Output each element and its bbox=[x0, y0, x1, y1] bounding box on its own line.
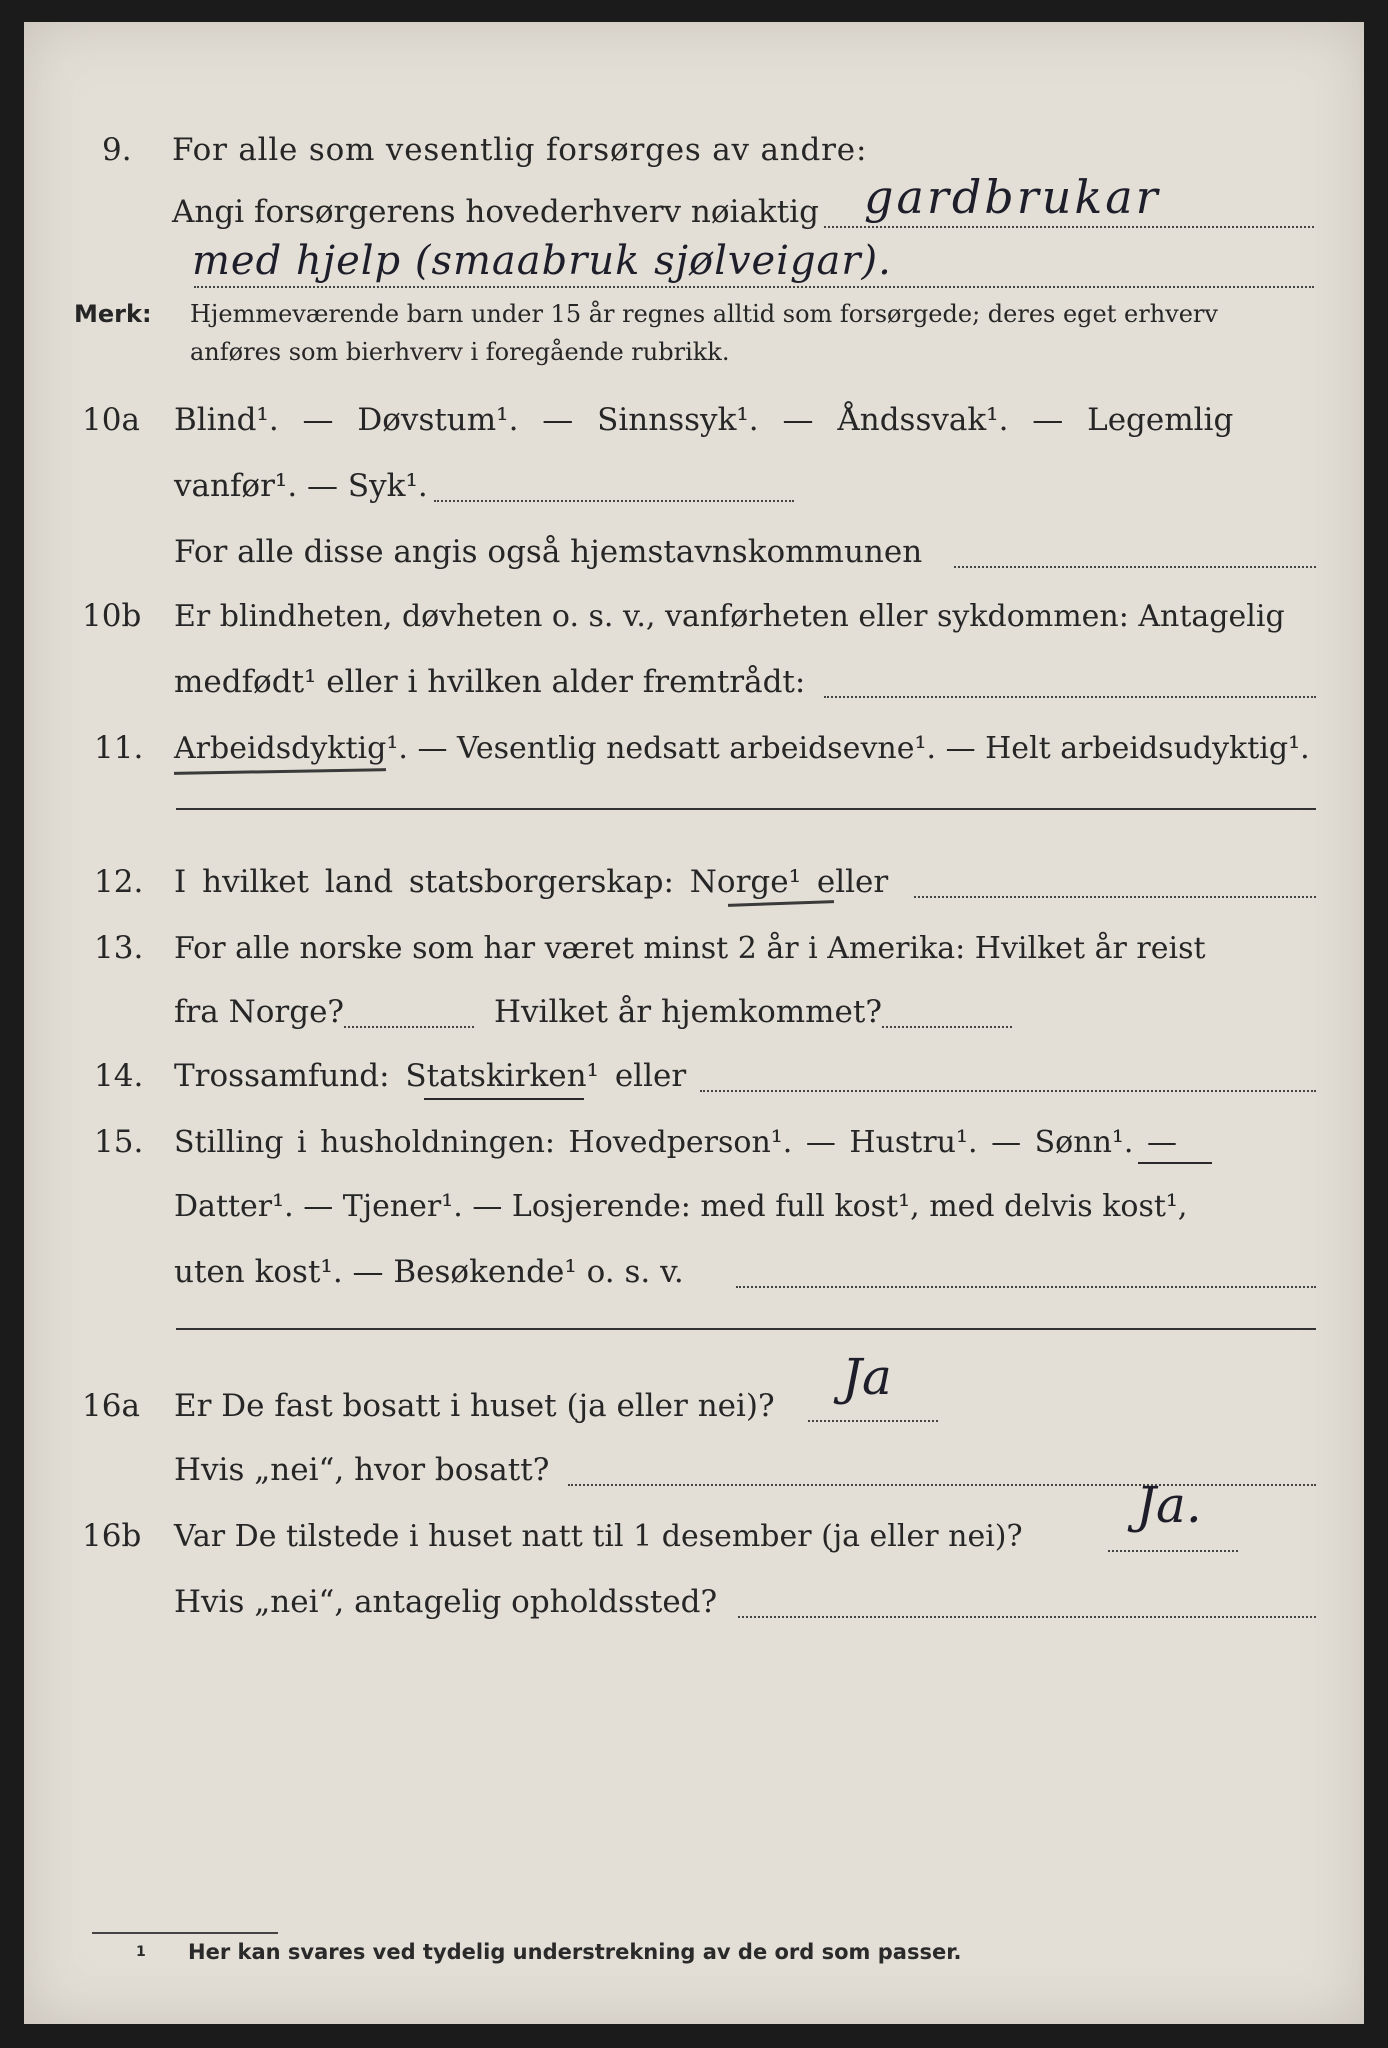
q16a-number: 16a bbox=[82, 1388, 140, 1424]
q16a-line1 bbox=[24, 1378, 1364, 1438]
q15-text-1: Stilling i husholdningen: Hovedperson¹. — Hustru¹. — Sønn¹. — bbox=[174, 1125, 1177, 1160]
q15-number: 15. bbox=[94, 1124, 144, 1160]
q9-answer-line-2 bbox=[194, 286, 1314, 288]
footnote-mark: 1 bbox=[136, 1944, 146, 1960]
q16a-answer-line bbox=[808, 1420, 938, 1422]
merk-label: Merk: bbox=[74, 300, 152, 328]
q13-text-1: For alle norske som har været minst 2 år i Amerika: Hvilket år reist bbox=[174, 931, 1206, 966]
q10b-line1 bbox=[24, 588, 1364, 648]
footnote-separator bbox=[92, 1932, 278, 1934]
q16a-residence-answer-line bbox=[568, 1484, 1316, 1486]
q15-line2 bbox=[24, 1178, 1364, 1238]
q10a-text-2: vanfør¹. — Syk¹. bbox=[174, 468, 428, 504]
q9-number: 9. bbox=[102, 132, 132, 168]
q16a-text-1: Er De fast bosatt i huset (ja eller nei)? bbox=[174, 1388, 775, 1424]
q9-text-1: For alle som vesentlig forsørges av andre: bbox=[172, 132, 868, 168]
q9-handwritten-answer-2: med hjelp (smaabruk sjølveigar). bbox=[192, 238, 892, 284]
q9-answer-line-1 bbox=[824, 226, 1314, 228]
q13-return-answer-line bbox=[882, 1026, 1012, 1028]
q10a-line2 bbox=[24, 458, 1364, 518]
census-form-page bbox=[24, 22, 1364, 2024]
q15-line1 bbox=[24, 1114, 1364, 1174]
q10b-line2 bbox=[24, 654, 1364, 714]
q9-line1 bbox=[24, 122, 1364, 182]
q13-number: 13. bbox=[94, 930, 144, 966]
merk-line2 bbox=[24, 330, 1364, 374]
q11-text-1: Arbeidsdyktig¹. — Vesentlig nedsatt arbeidsevne¹. — Helt arbeidsudyktig¹. bbox=[174, 731, 1310, 766]
q13-text-2b: Hvilket år hjemkommet? bbox=[494, 994, 882, 1030]
q16b-text-1: Var De tilstede i huset natt til 1 desember (ja eller nei)? bbox=[174, 1519, 1023, 1554]
q10b-number: 10b bbox=[82, 598, 142, 634]
q15-answer-line bbox=[736, 1286, 1316, 1288]
q11-answer-line bbox=[176, 808, 1316, 810]
q10a-text-3: For alle disse angis også hjemstavnskommunen bbox=[174, 534, 923, 570]
q11-number: 11. bbox=[94, 730, 144, 766]
q16b-line2 bbox=[24, 1574, 1364, 1634]
q10a-municipality-answer-line bbox=[954, 566, 1316, 568]
q10a-line3 bbox=[24, 524, 1364, 584]
q16b-number: 16b bbox=[82, 1518, 142, 1554]
q10a-sick-answer-line bbox=[434, 500, 794, 502]
q13-line2 bbox=[24, 984, 1364, 1044]
q14-answer-line bbox=[700, 1090, 1316, 1092]
q10b-text-1: Er blindheten, døvheten o. s. v., vanførheten eller sykdommen: Antagelig bbox=[174, 599, 1285, 634]
q16b-answer-line bbox=[1108, 1550, 1238, 1552]
q12-answer-line bbox=[914, 896, 1316, 898]
q16a-text-2: Hvis „nei“, hvor bosatt? bbox=[174, 1452, 550, 1488]
q9-line2 bbox=[24, 184, 1364, 244]
q10b-text-2: medfødt¹ eller i hvilken alder fremtrådt: bbox=[174, 664, 806, 700]
q12-line1 bbox=[24, 854, 1364, 914]
q10b-answer-line bbox=[824, 696, 1316, 698]
q16b-whereabouts-answer-line bbox=[738, 1616, 1316, 1618]
q15-line3 bbox=[24, 1244, 1364, 1304]
q15-text-2: Datter¹. — Tjener¹. — Losjerende: med full kost¹, med delvis kost¹, bbox=[174, 1189, 1188, 1224]
q9-handwritten-answer-1: gardbrukar bbox=[864, 170, 1161, 224]
q15-text-3: uten kost¹. — Besøkende¹ o. s. v. bbox=[174, 1254, 684, 1290]
q15-handwritten-underline bbox=[1138, 1162, 1212, 1164]
q16a-handwritten-answer: Ja bbox=[842, 1348, 892, 1406]
q9-text-2: Angi forsørgerens hovederhverv nøiaktig bbox=[172, 194, 819, 230]
q16b-text-2: Hvis „nei“, antagelig opholdssted? bbox=[174, 1584, 718, 1620]
merk-text-2: anføres som bierhverv i foregående rubrikk. bbox=[190, 338, 730, 366]
q14-line1 bbox=[24, 1048, 1364, 1108]
q10a-number: 10a bbox=[82, 402, 140, 438]
q15-second-answer-line bbox=[176, 1328, 1316, 1330]
q10a-line1 bbox=[24, 392, 1364, 452]
q12-text-1: I hvilket land statsborgerskap: Norge¹ eller bbox=[174, 864, 889, 900]
q16b-handwritten-answer: Ja. bbox=[1136, 1476, 1202, 1534]
q10a-text-1: Blind¹. — Døvstum¹. — Sinnssyk¹. — Åndssvak¹. — Legemlig bbox=[174, 402, 1234, 438]
q13-departure-answer-line bbox=[344, 1026, 474, 1028]
merk-text-1: Hjemmeværende barn under 15 år regnes alltid som forsørgede; deres eget erhverv bbox=[190, 300, 1218, 328]
q14-text-1: Trossamfund: Statskirken¹ eller bbox=[174, 1058, 687, 1094]
q13-line1 bbox=[24, 920, 1364, 980]
q12-number: 12. bbox=[94, 864, 144, 900]
footnote-text: Her kan svares ved tydelig understrekning av de ord som passer. bbox=[188, 1940, 962, 1964]
q14-number: 14. bbox=[94, 1058, 144, 1094]
q13-text-2a: fra Norge? bbox=[174, 994, 345, 1030]
q14-handwritten-underline bbox=[424, 1098, 584, 1100]
